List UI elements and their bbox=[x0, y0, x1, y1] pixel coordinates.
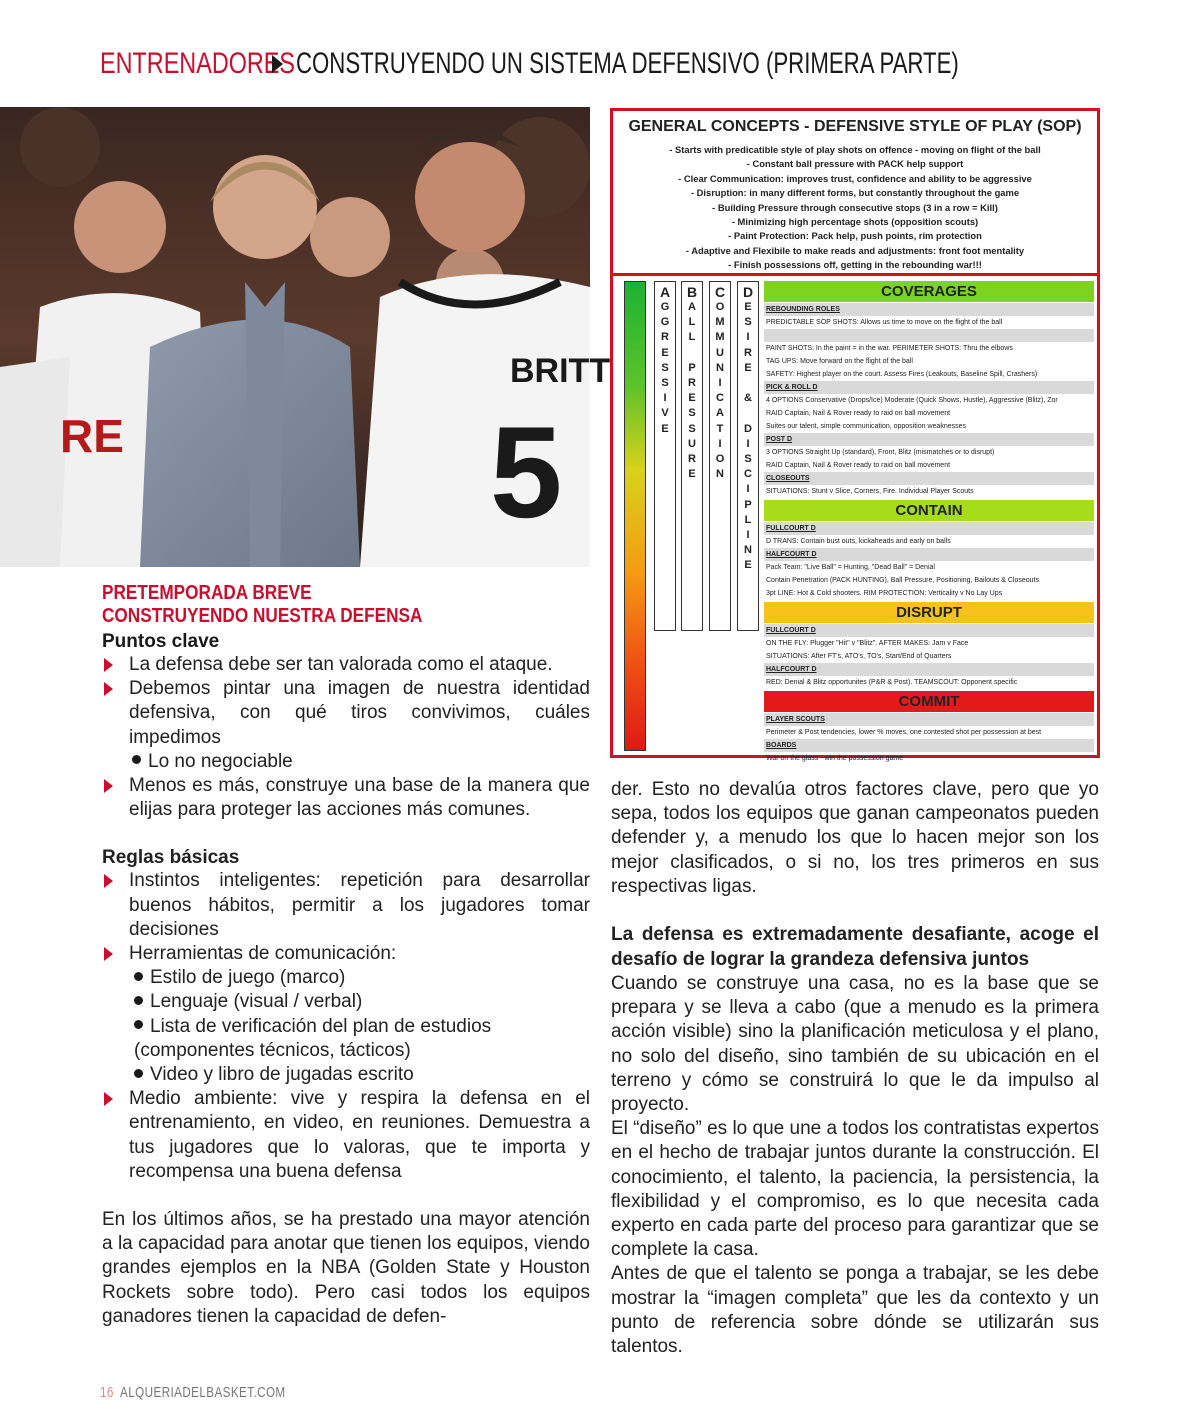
acronym-letter: E bbox=[688, 392, 696, 405]
acronym-letter: S bbox=[688, 407, 696, 420]
section-rows-commit bbox=[764, 713, 1094, 765]
right-column bbox=[611, 778, 1099, 1359]
acronym-letter: S bbox=[744, 453, 752, 466]
section-row-text: SAFETY: Highest player on the court. Assess Fires (Leakouts, Baseline Spill, Crashers) bbox=[766, 371, 1038, 378]
section-row bbox=[764, 561, 1094, 574]
section-bar-commit: COMMIT bbox=[764, 691, 1094, 712]
section-rows-coverages bbox=[764, 303, 1094, 498]
acronym-letter: O bbox=[715, 301, 725, 313]
page-footer bbox=[100, 1384, 286, 1401]
section-row-text: HALFCOURT D bbox=[766, 666, 817, 673]
section-row bbox=[764, 342, 1094, 355]
section-row bbox=[764, 548, 1094, 561]
chart-intro-line: - Building Pressure through consecutive stops (3 in a row = Kill) bbox=[712, 201, 998, 213]
intensity-gradient-bar bbox=[624, 281, 646, 751]
section-row bbox=[764, 535, 1094, 548]
section-row bbox=[764, 368, 1094, 381]
section-row-text: RED: Denial & Blitz opportunites (P&R & Post). TEAMSCOUT: Opponent specific bbox=[766, 679, 1018, 686]
section-row-text: SITUATIONS: After FT's, ATO's, TO's, Start/End of Quarters bbox=[766, 653, 952, 660]
acronym-letter: N bbox=[716, 361, 724, 374]
acronym-letter: S bbox=[744, 316, 752, 329]
acronym-letter: I bbox=[746, 483, 750, 496]
acronym-letter: L bbox=[688, 316, 696, 329]
section-row-text: D TRANS: Contain bust outs, kickaheads and early on balls bbox=[766, 538, 951, 545]
acronym-letter: M bbox=[715, 316, 725, 329]
section-row-text: War on the glass - win the possession game bbox=[766, 755, 904, 762]
acronym-letter: G bbox=[660, 301, 670, 313]
acronym-head-letter: C bbox=[714, 284, 726, 300]
acronym-letter bbox=[682, 346, 702, 361]
section-row bbox=[764, 624, 1094, 637]
chart-intro-line: - Disruption: in many different forms, but constantly throughout the game bbox=[690, 187, 1020, 199]
acronym-letter: T bbox=[716, 422, 724, 435]
section-row bbox=[764, 394, 1094, 407]
acronym-letter: L bbox=[744, 513, 752, 526]
section-title-line1: PRETEMPORADA BREVE bbox=[102, 582, 312, 604]
section-row-text: Perimeter & Post tendencies, lower % moves, one contested shot per possession at best bbox=[766, 729, 1042, 736]
acronym-letter: N bbox=[744, 544, 752, 557]
list-item: Instintos inteligentes: repetición para desarrollar buenos hábitos, permitir a los jugadores tomar decisiones bbox=[102, 869, 590, 942]
acronym-letter: P bbox=[688, 361, 696, 374]
acronym-letter: M bbox=[715, 331, 725, 344]
paragraph: El “diseño” es lo que une a todos los contratistas expertos en el hecho de trabajar juntos durante la construcción. El conocimiento, el talento, la paciencia, la persistencia, la flexibilidad y el compromiso, es lo que necesita cada experto en cada parte del proceso para garantizar que se complete la casa. bbox=[611, 1118, 1099, 1261]
list-subitem: Video y libro de jugadas escrito bbox=[102, 1063, 590, 1087]
bullet-dot-icon bbox=[132, 755, 141, 764]
bullet-arrow-icon bbox=[104, 947, 113, 961]
section-row bbox=[764, 574, 1094, 587]
acronym-letter: D bbox=[744, 422, 752, 435]
section-row-text: HALFCOURT D bbox=[766, 551, 817, 558]
chart-intro-line: - Finish possessions off, getting in the rebounding war!!! bbox=[728, 259, 982, 271]
acronym-letter: S bbox=[661, 377, 669, 390]
puntos-clave-heading: Puntos clave bbox=[102, 631, 220, 652]
acronym-letter: I bbox=[746, 529, 750, 542]
chart-intro-line: - Clear Communication: improves trust, confidence and ability to be aggressive bbox=[678, 172, 1032, 184]
acronym-letter: A bbox=[716, 407, 724, 420]
section-row bbox=[764, 316, 1094, 329]
section-row bbox=[764, 676, 1094, 689]
section-row-text: PICK & ROLL D bbox=[766, 384, 818, 391]
section-row-text: RAID Captain, Nail & Rover ready to raid on ball movement bbox=[766, 462, 951, 469]
jersey-name-text: BRITT bbox=[510, 352, 611, 390]
acronym-letter: S bbox=[661, 361, 669, 374]
section-row-text: CLOSEOUTS bbox=[766, 475, 810, 482]
section-label: ENTRENADORES bbox=[100, 47, 296, 80]
bold-subheading: La defensa es extremadamente desafiante, acoge el desafío de lograr la grandeza defensiva juntos bbox=[611, 924, 1099, 970]
section-row bbox=[764, 303, 1094, 316]
acronym-letter: E bbox=[688, 468, 696, 481]
list-subitem: Lista de verificación del plan de estudios (componentes técnicos, tácticos) bbox=[134, 1015, 492, 1061]
section-row-text: 3 OPTIONS Straight Up (standard), Front, Blitz (mismatches or to disrupt) bbox=[766, 449, 995, 456]
section-row-text: 3pt LINE: Hot & Cold shooters. RIM PROTECTION: Verticality v No Lay Ups bbox=[766, 590, 1003, 597]
acronym-letter: & bbox=[744, 392, 752, 405]
left-column bbox=[102, 582, 590, 1329]
list-item: Menos es más, construye una base de la manera que elijas para proteger las acciones más comunes. bbox=[102, 774, 590, 822]
bullet-arrow-icon bbox=[104, 658, 113, 672]
section-row bbox=[764, 420, 1094, 433]
acronym-letter: I bbox=[746, 331, 750, 344]
section-row bbox=[764, 726, 1094, 739]
section-row-text: ON THE FLY: Plugger "Hit" v "Blitz". AFTER MAKES: Jam v Face bbox=[766, 640, 969, 647]
acronym-letter: U bbox=[688, 437, 696, 450]
section-row bbox=[764, 407, 1094, 420]
section-title-line2: CONSTRUYENDO NUESTRA DEFENSA bbox=[102, 605, 423, 627]
section-row-text: FULLCOURT D bbox=[766, 525, 816, 532]
section-row bbox=[764, 713, 1094, 726]
section-row bbox=[764, 739, 1094, 752]
acronym-letter: S bbox=[688, 422, 696, 435]
bullet-dot-icon bbox=[134, 996, 143, 1005]
paragraph: der. Esto no devalúa otros factores clave, pero que yo sepa, todos los equipos que ganan campeonatos pueden defender y, a menudo los que lo hacen mejor son los mejor clasificados, o si no, los tres primeros en sus respectivas ligas. bbox=[611, 779, 1099, 897]
acronym-letter bbox=[738, 376, 758, 391]
section-row bbox=[764, 587, 1094, 600]
section-row-text: PREDICTABLE SOP SHOTS: Allows us time to move on the flight of the ball bbox=[766, 319, 1003, 326]
acronym-letter: O bbox=[715, 453, 725, 466]
article-title: CONSTRUYENDO UN SISTEMA DEFENSIVO (PRIMERA PARTE) bbox=[296, 47, 959, 80]
paragraph: Antes de que el talento se ponga a trabajar, se les debe mostrar la “imagen completa” que les da contexto y un punto de referencia sobre dónde se utilizarán sus talentos. bbox=[611, 1263, 1099, 1358]
section-row-text: Pack Team: "Live Ball" = Hunting, "Dead Ball" = Denial bbox=[766, 564, 935, 571]
chart-intro-line: - Adaptive and Flexibile to make reads and adjustments: front foot mentality bbox=[685, 244, 1025, 256]
section-row bbox=[764, 663, 1094, 676]
chart-title: GENERAL CONCEPTS - DEFENSIVE STYLE OF PLAY (SOP) bbox=[628, 118, 1082, 135]
bullet-dot-icon bbox=[134, 1069, 143, 1078]
defensive-style-chart bbox=[610, 108, 1100, 762]
photo-illustration bbox=[0, 107, 611, 567]
list-subitem: Lo no negociable bbox=[102, 750, 590, 774]
bullet-dot-icon bbox=[134, 1020, 143, 1029]
acronym-column bbox=[681, 281, 703, 631]
acronym-letter: R bbox=[744, 346, 752, 359]
section-row-text: REBOUNDING ROLES bbox=[766, 306, 840, 313]
section-rows-contain bbox=[764, 522, 1094, 600]
acronym-letter: I bbox=[746, 437, 750, 450]
header-arrow-icon bbox=[272, 55, 283, 73]
acronym-letter: L bbox=[688, 331, 696, 344]
acronym-letter: E bbox=[744, 559, 752, 572]
acronym-column bbox=[654, 281, 676, 631]
acronym-column bbox=[737, 281, 759, 631]
chart-intro-line: - Starts with predicatible style of play shots on offence - moving on flight of the ball bbox=[669, 144, 1041, 155]
section-row bbox=[764, 522, 1094, 535]
section-row-text: Contain Penetration (PACK HUNTING), Ball Pressure, Positioning, Bailouts & Closeouts bbox=[766, 577, 1039, 584]
section-row bbox=[764, 355, 1094, 368]
list-subitem: Estilo de juego (marco) bbox=[102, 966, 590, 990]
section-row-text: PLAYER SCOUTS bbox=[766, 716, 825, 723]
site-name: ALQUERIADELBASKET.COM bbox=[120, 1384, 286, 1401]
chart-intro-line: - Paint Protection: Pack help, push points, rim protection bbox=[728, 230, 982, 242]
list-item: La defensa debe ser tan valorada como el ataque. bbox=[102, 653, 590, 677]
acronym-letter: V bbox=[661, 407, 669, 420]
section-row-text: BOARDS bbox=[766, 742, 797, 749]
acronym-letter: I bbox=[663, 392, 667, 405]
jersey-partial-text: RE bbox=[60, 410, 124, 462]
acronym-letter: R bbox=[688, 377, 696, 390]
section-row bbox=[764, 446, 1094, 459]
acronym-letter: C bbox=[716, 392, 724, 405]
section-row-text: SITUATIONS: Stunt v Slice, Corners, Fire. Individual Player Scouts bbox=[766, 488, 974, 495]
section-row-text: 4 OPTIONS Conservative (Drops/Ice) Moderate (Quick Shows, Hustle), Aggressive (Blitz), Zor bbox=[766, 397, 1058, 404]
acronym-letter bbox=[738, 406, 758, 421]
bullet-arrow-icon bbox=[104, 779, 113, 793]
section-row bbox=[764, 637, 1094, 650]
section-row-text: PAINT SHOTS: In the paint = in the war. PERIMETER SHOTS: Thru the elbows bbox=[766, 345, 1013, 352]
acronym-letter: E bbox=[744, 361, 752, 374]
list-item: Debemos pintar una imagen de nuestra identidad defensiva, con qué tiros convivimos, cuáles impedimos bbox=[102, 677, 590, 750]
team-huddle-photo bbox=[0, 107, 611, 567]
section-row-text: Suites our talent, simple communication, opposition weaknesses bbox=[766, 423, 966, 430]
acronym-letter: G bbox=[660, 316, 670, 329]
chart-divider bbox=[613, 273, 1097, 276]
acronym-letter: E bbox=[661, 346, 669, 359]
acronym-letter: I bbox=[718, 377, 722, 390]
acronym-letter: I bbox=[718, 437, 722, 450]
bullet-dot-icon bbox=[134, 972, 143, 981]
jersey-number-text: 5 bbox=[490, 399, 563, 545]
section-bar-disrupt: DISRUPT bbox=[764, 602, 1094, 623]
chart-intro-line: - Minimizing high percentage shots (opposition scouts) bbox=[731, 216, 979, 228]
closing-paragraph: En los últimos años, se ha prestado una mayor atención a la capacidad para anotar que tienen los equipos, viendo grandes ejemplos en la NBA (Golden State y Houston Rockets sobre todo). Pero casi todos los equipos ganadores tienen la capacidad de defen- bbox=[102, 1209, 590, 1327]
list-item: Herramientas de comunicación: bbox=[102, 942, 590, 966]
section-row bbox=[764, 752, 1094, 765]
bullet-arrow-icon bbox=[104, 1092, 113, 1106]
acronym-column bbox=[709, 281, 731, 631]
section-bar-contain: CONTAIN bbox=[764, 500, 1094, 521]
acronym-letter: U bbox=[716, 346, 724, 359]
section-row bbox=[764, 381, 1094, 394]
section-row bbox=[764, 459, 1094, 472]
section-row bbox=[764, 650, 1094, 663]
bullet-arrow-icon bbox=[104, 682, 113, 696]
section-row-text: POST D bbox=[766, 436, 793, 443]
acronym-letter: R bbox=[688, 453, 696, 466]
page-number: 16 bbox=[100, 1384, 114, 1401]
acronym-letter: R bbox=[661, 331, 669, 344]
acronym-letter: E bbox=[744, 301, 752, 313]
acronym-head-letter: B bbox=[686, 284, 698, 300]
section-row-text: RAID Captain, Nail & Rover ready to raid on ball movement bbox=[766, 410, 951, 417]
acronym-letter: P bbox=[744, 498, 752, 511]
section-rows-disrupt bbox=[764, 624, 1094, 689]
acronym-head-letter: D bbox=[742, 284, 754, 300]
acronym-letter: A bbox=[688, 301, 696, 313]
chart-intro-line: - Constant ball pressure with PACK help support bbox=[746, 158, 964, 170]
section-row-text: FULLCOURT D bbox=[766, 627, 816, 634]
acronym-letter: E bbox=[661, 422, 669, 435]
reglas-heading: Reglas básicas bbox=[102, 847, 240, 869]
list-subitem: Lenguaje (visual / verbal) bbox=[102, 990, 590, 1014]
section-row bbox=[764, 472, 1094, 485]
paragraph: Cuando se construye una casa, no es la base que se prepara y se lleva a cabo (que a menudo es la primera acción visible) sino la planificación meticulosa y el plano, no solo del diseño, sino también de su ubicación en el terreno y cómo se construirá lo que le da impulso al proyecto. bbox=[611, 973, 1099, 1116]
chart-intro-list bbox=[613, 143, 1097, 273]
acronym-head-letter: A bbox=[659, 284, 671, 300]
section-row bbox=[764, 485, 1094, 498]
list-item: Medio ambiente: vive y respira la defensa en el entrenamiento, en video, en reuniones. Demuestra a tus jugadores que lo valoras, que te importa y recompensa una buena defensa bbox=[102, 1087, 590, 1184]
section-row bbox=[764, 433, 1094, 446]
section-row bbox=[764, 329, 1094, 342]
section-bar-coverages: COVERAGES bbox=[764, 281, 1094, 302]
acronym-letter: C bbox=[744, 468, 752, 481]
acronym-letter: N bbox=[716, 468, 724, 481]
section-row-text: TAG UPS: Move forward on the flight of the ball bbox=[766, 358, 913, 365]
page-header bbox=[100, 44, 959, 84]
bullet-arrow-icon bbox=[104, 874, 113, 888]
